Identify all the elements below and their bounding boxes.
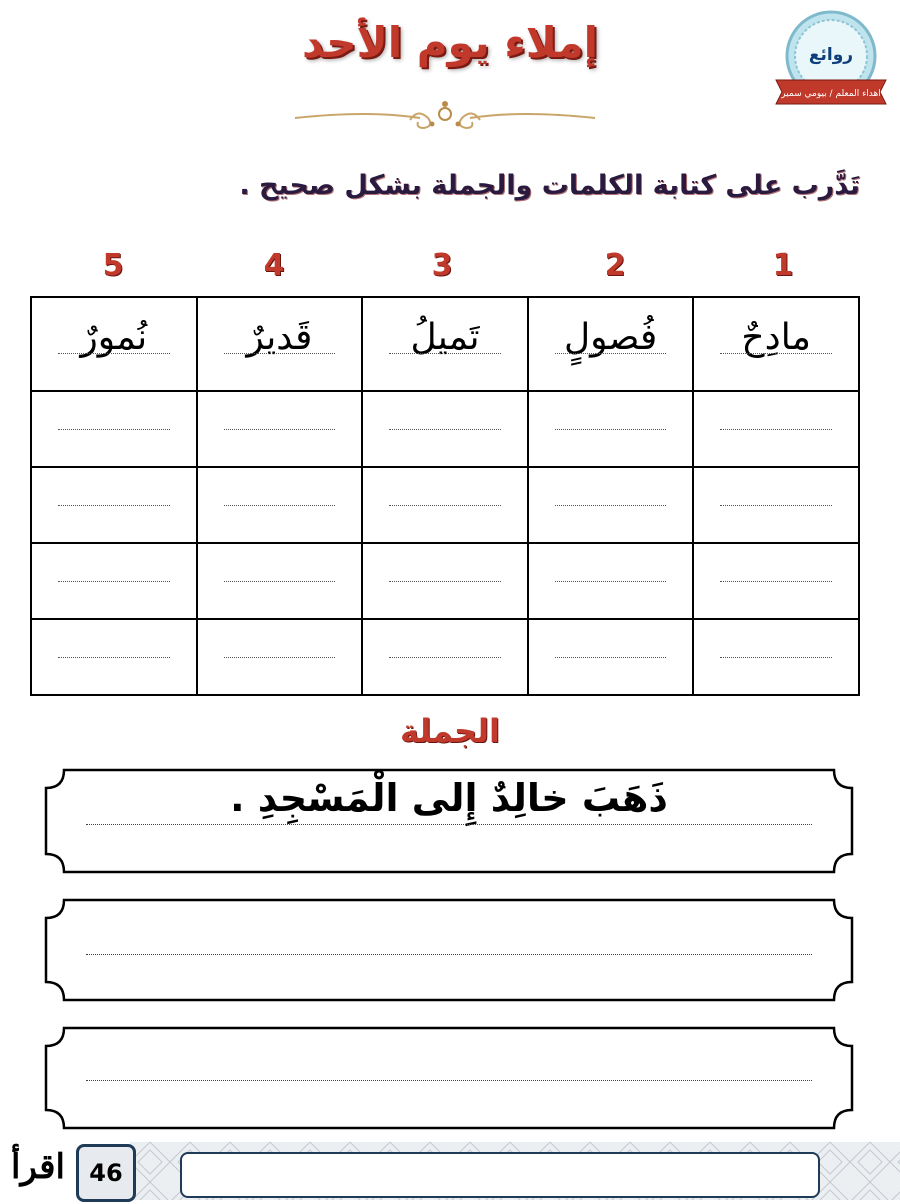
- practice-cell[interactable]: [528, 467, 694, 543]
- writing-frame[interactable]: [44, 898, 854, 1002]
- writing-line[interactable]: [720, 657, 832, 658]
- sentence-frame: [44, 768, 854, 874]
- practice-cell[interactable]: [31, 619, 197, 695]
- sentence-title: الجملة: [400, 712, 500, 750]
- read-logo: [2, 1108, 74, 1198]
- writing-line[interactable]: [224, 353, 336, 354]
- writing-line[interactable]: [720, 429, 832, 430]
- practice-cell[interactable]: [197, 467, 363, 543]
- writing-line[interactable]: [224, 505, 336, 506]
- word-5: نُمورٌ: [80, 317, 148, 358]
- practice-cell[interactable]: [693, 391, 859, 467]
- writing-line[interactable]: [389, 505, 501, 506]
- practice-cell[interactable]: [693, 619, 859, 695]
- table-row: [31, 391, 859, 467]
- teacher-logo: [772, 10, 890, 108]
- writing-line[interactable]: [86, 824, 812, 825]
- page-title: إملاء يوم الأحد: [301, 18, 599, 67]
- practice-cell[interactable]: [197, 543, 363, 619]
- writing-line[interactable]: [389, 353, 501, 354]
- practice-cell[interactable]: [362, 391, 528, 467]
- word-cell-3: [362, 297, 528, 391]
- practice-cell[interactable]: [528, 543, 694, 619]
- writing-line[interactable]: [58, 353, 170, 354]
- writing-line[interactable]: [555, 505, 667, 506]
- word-1: مادِحٌ: [741, 317, 811, 358]
- word-3: تَميلُ: [410, 317, 480, 358]
- writing-line[interactable]: [86, 1080, 812, 1081]
- writing-line[interactable]: [555, 657, 667, 658]
- table-row: [31, 543, 859, 619]
- writing-line[interactable]: [555, 581, 667, 582]
- writing-line[interactable]: [58, 581, 170, 582]
- writing-line[interactable]: [720, 581, 832, 582]
- practice-cell[interactable]: [31, 467, 197, 543]
- word-cell-4: [197, 297, 363, 391]
- sentence-text: ذَهَبَ خالِدٌ إِلى الْمَسْجِدِ .: [230, 776, 668, 820]
- writing-line[interactable]: [555, 429, 667, 430]
- practice-cell[interactable]: [197, 619, 363, 695]
- word-cell-2: [528, 297, 694, 391]
- svg-text:اهداء المعلم / بيومي سمير: اهداء المعلم / بيومي سمير: [781, 89, 881, 99]
- writing-line[interactable]: [389, 429, 501, 430]
- writing-line[interactable]: [720, 505, 832, 506]
- writing-line[interactable]: [58, 429, 170, 430]
- practice-cell[interactable]: [693, 543, 859, 619]
- practice-cell[interactable]: [31, 543, 197, 619]
- column-number-4: 4: [263, 248, 285, 283]
- page-number: 46: [76, 1144, 136, 1202]
- writing-line[interactable]: [58, 657, 170, 658]
- writing-line[interactable]: [86, 954, 812, 955]
- writing-line[interactable]: [224, 581, 336, 582]
- practice-cell[interactable]: [528, 391, 694, 467]
- words-table: [30, 296, 860, 696]
- writing-line[interactable]: [389, 657, 501, 658]
- word-2: فُصولٍ: [563, 317, 658, 358]
- practice-cell[interactable]: [362, 467, 528, 543]
- practice-cell[interactable]: [362, 619, 528, 695]
- writing-line[interactable]: [224, 429, 336, 430]
- writing-line[interactable]: [555, 353, 667, 354]
- svg-text:روائع: روائع: [808, 45, 854, 65]
- word-cell-5: [31, 297, 197, 391]
- writing-line[interactable]: [720, 353, 832, 354]
- svg-text:اقرأ: اقرأ: [11, 1147, 65, 1187]
- column-number-2: 2: [604, 248, 626, 283]
- instruction-text: تَدَّرب على كتابة الكلمات والجملة بشكل صحيح .: [239, 170, 860, 201]
- table-row: [31, 619, 859, 695]
- writing-line[interactable]: [58, 505, 170, 506]
- column-number-1: 1: [772, 248, 794, 283]
- practice-cell[interactable]: [31, 391, 197, 467]
- word-4: قَديرٌ: [246, 317, 313, 358]
- column-number-5: 5: [102, 248, 124, 283]
- footer-box: [180, 1152, 820, 1198]
- table-row: [31, 467, 859, 543]
- column-number-3: 3: [431, 248, 453, 283]
- writing-line[interactable]: [389, 581, 501, 582]
- writing-frame[interactable]: [44, 1026, 854, 1130]
- title-ornament-icon: [290, 96, 600, 136]
- table-row: [31, 297, 859, 391]
- practice-cell[interactable]: [693, 467, 859, 543]
- practice-cell[interactable]: [362, 543, 528, 619]
- practice-cell[interactable]: [528, 619, 694, 695]
- practice-cell[interactable]: [197, 391, 363, 467]
- word-cell-1: [693, 297, 859, 391]
- writing-line[interactable]: [224, 657, 336, 658]
